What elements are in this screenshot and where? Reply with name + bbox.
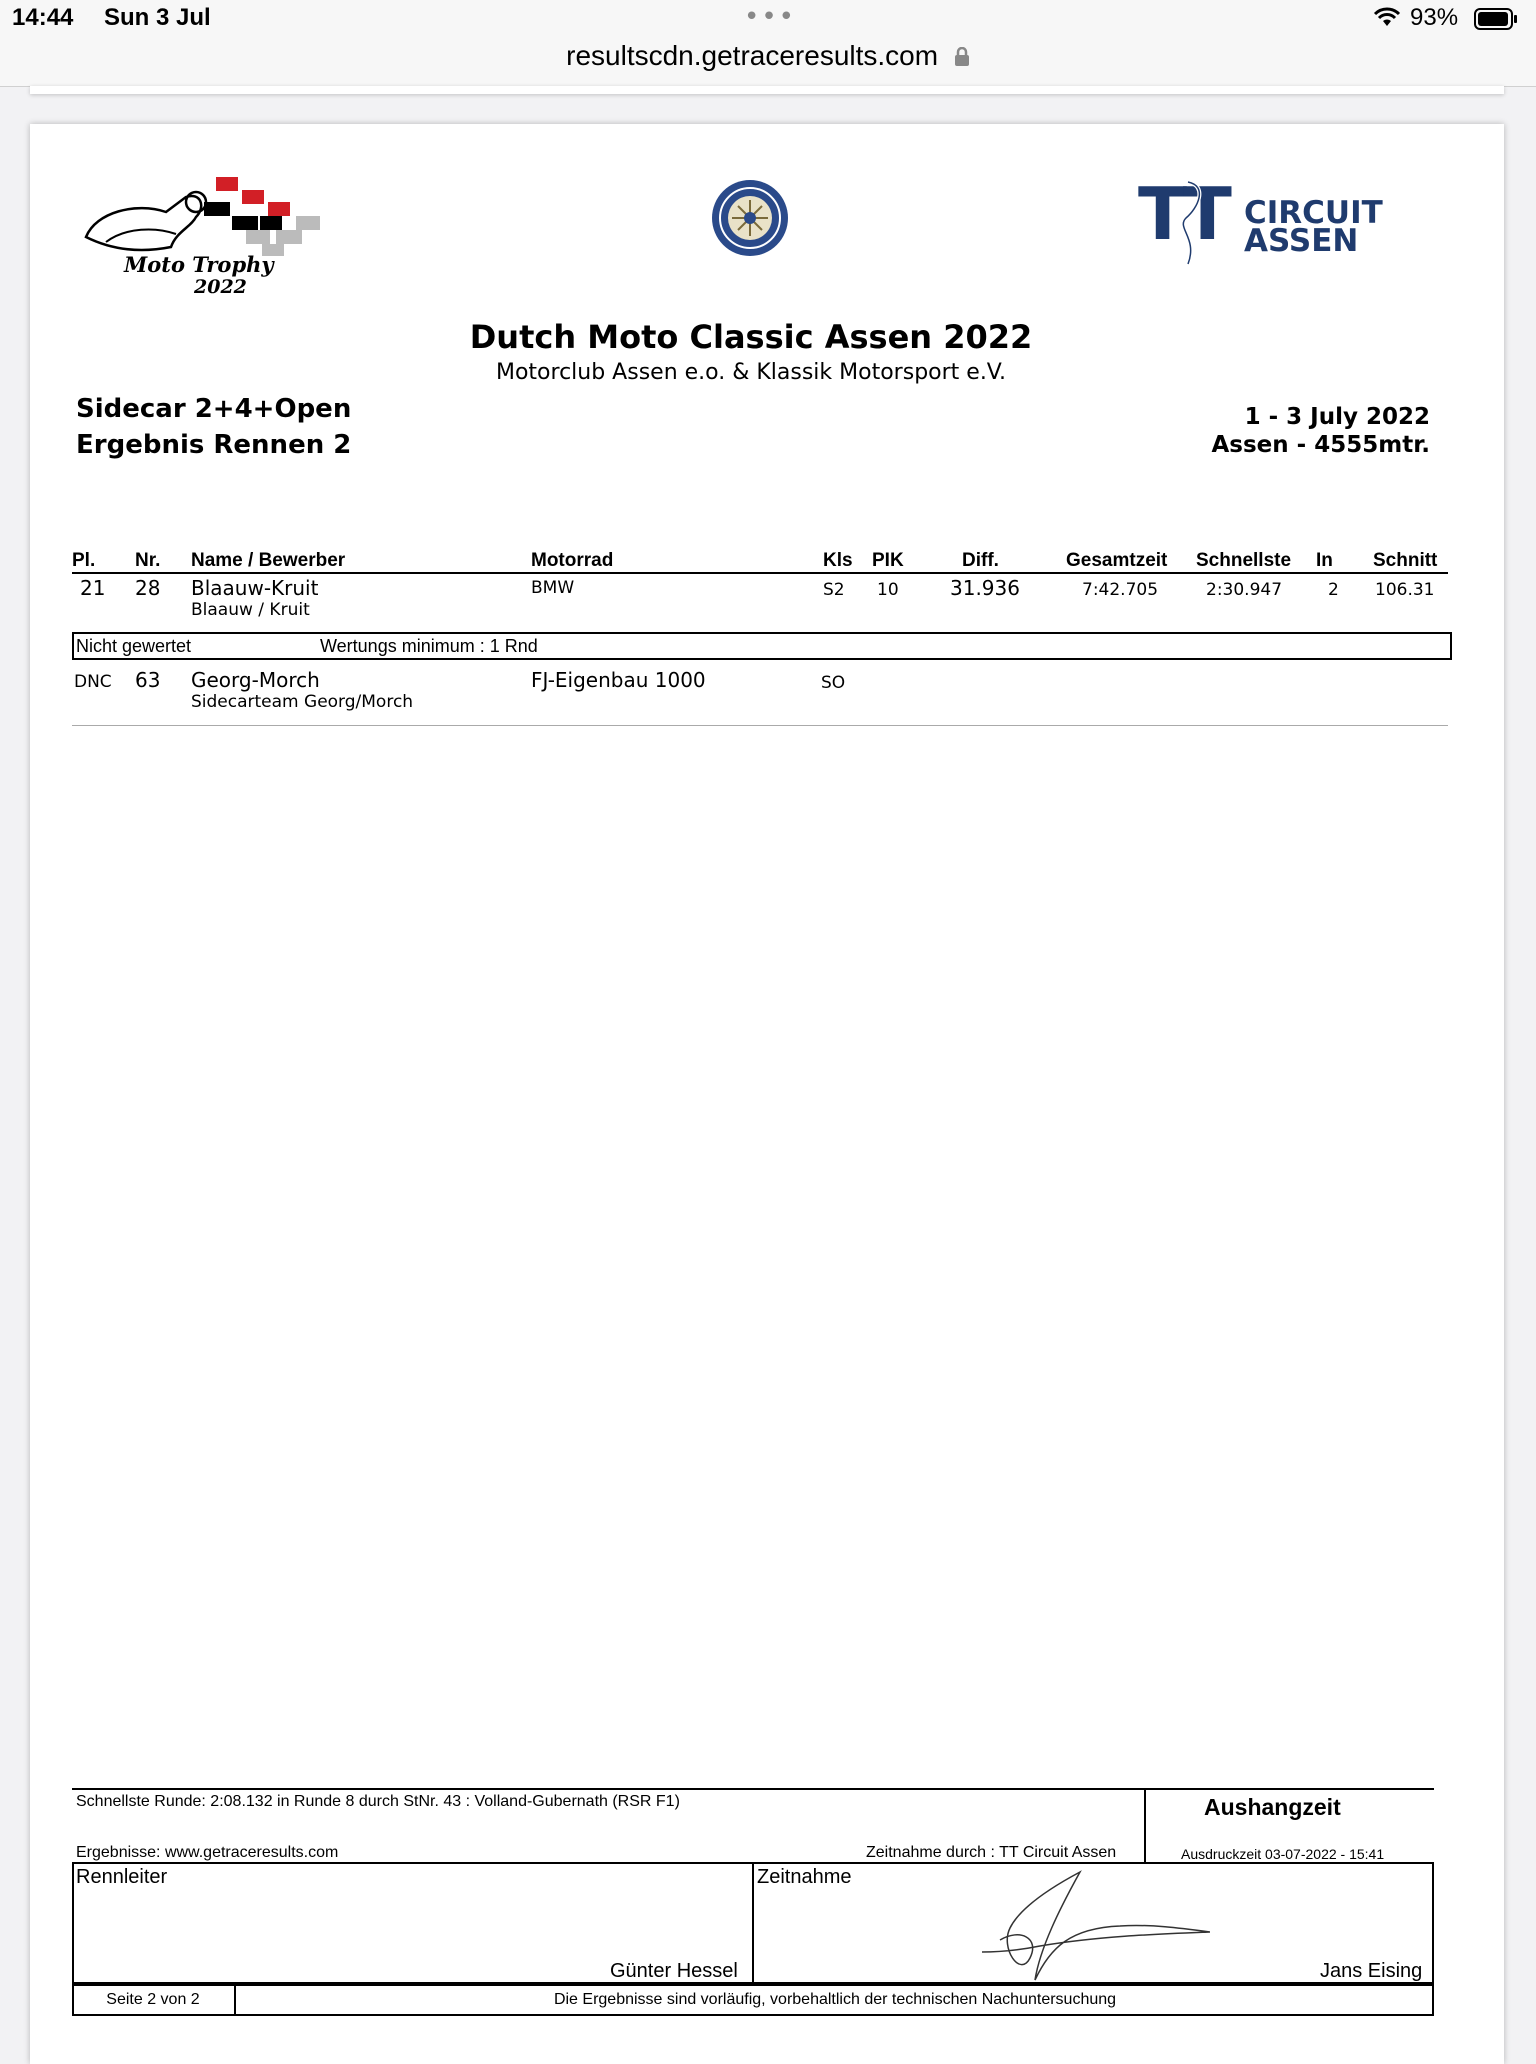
aushangzeit-label: Aushangzeit [1204,1794,1341,1820]
event-subtitle: Motorclub Assen e.o. & Klassik Motorsport e.V. [495,360,1007,385]
col-header-diff: Diff. [962,550,999,571]
col-header-nr: Nr. [135,550,161,571]
col-header-bike: Motorrad [531,550,614,571]
col-header-fastest: Schnellste [1196,550,1292,571]
event-dates: 1 - 3 July 2022 [1244,404,1430,430]
not-classified-box [72,632,1452,660]
row1-bike: BMW [531,578,575,598]
row1-avg: 106.31 [1375,580,1435,600]
not-classified-label: Nicht gewertet [76,636,192,656]
timekeeper-name: Jans Eising [1320,1960,1423,1982]
race-director-label: Rennleiter [76,1866,168,1888]
wifi-icon [1372,6,1402,32]
row2-name: Georg-Morch [191,668,320,692]
moto-trophy-year: 2022 [194,276,247,298]
fastest-lap-info: Schnellste Runde: 2:08.132 in Runde 8 durch StNr. 43 : Volland-Gubernath (RSR F1) [76,1793,680,1810]
track-info: Assen - 4555mtr. [1211,432,1430,458]
timekeeping-label: Zeitnahme [757,1866,852,1888]
row1-pik: 10 [877,580,899,600]
event-title: Dutch Moto Classic Assen 2022 [469,318,1033,356]
assen-text: ASSEN [1244,223,1359,259]
circuit-text: CIRCUIT [1244,195,1383,231]
row2-nr: 63 [135,668,161,692]
row1-nr: 28 [135,576,161,600]
disclaimer: Die Ergebnisse sind vorläufig, vorbehaltlich der technischen Nachuntersuchung [553,1991,1117,2008]
col-header-pl: Pl. [72,550,96,571]
col-header-kls: Kls [823,550,853,571]
moto-trophy-logo [76,172,336,302]
row1-name: Blaauw-Kruit [191,576,319,600]
more-dots-icon[interactable]: ••• [744,2,797,32]
row1-fastest: 2:30.947 [1206,580,1283,600]
row1-diff: 31.936 [950,576,1020,600]
header-divider [72,572,1448,574]
table-end-line [72,725,1448,726]
results-website: Ergebnisse: www.getraceresults.com [76,1844,339,1861]
page-number: Seite 2 von 2 [106,1991,200,2008]
col-header-avg: Schnitt [1373,550,1438,571]
status-time: 14:44 [12,4,74,31]
battery-icon [1474,8,1518,34]
url-text: resultscdn.getraceresults.com [566,40,939,71]
moto-trophy-text: Moto Trophy [124,252,274,277]
tt-circuit-assen-logo [1138,172,1408,272]
row2-kls: SO [821,673,846,693]
race-class: Sidecar 2+4+Open [76,394,352,424]
address-bar[interactable] [0,40,1536,74]
row1-kls: S2 [823,580,845,600]
row1-in: 2 [1328,580,1339,600]
previous-page-edge [30,86,1504,94]
row2-team: Sidecarteam Georg/Morch [191,692,414,712]
signature-image [980,1868,1210,1990]
row1-team: Blaauw / Kruit [191,600,310,620]
battery-percent: 93% [1410,4,1459,31]
footer-aushang-divider [1144,1788,1146,1864]
col-header-name: Name / Bewerber [191,550,346,571]
footer-top-line [72,1788,1434,1790]
col-header-pik: PIK [872,550,904,571]
col-header-total: Gesamtzeit [1066,550,1168,571]
race-director-name: Günter Hessel [610,1960,738,1982]
row2-pl: DNC [74,672,112,692]
row2-bike: FJ-Eigenbau 1000 [531,668,706,692]
row1-total: 7:42.705 [1082,580,1159,600]
classification-minimum: Wertungs minimum : 1 Rnd [320,636,538,656]
status-date: Sun 3 Jul [104,4,211,31]
signature-divider [752,1862,754,1984]
lock-icon [954,42,970,74]
race-name: Ergebnis Rennen 2 [76,430,352,460]
print-time: Ausdruckzeit 03-07-2022 - 15:41 [1181,1846,1385,1862]
motorclub-assen-emblem [710,178,790,262]
col-header-in: In [1316,550,1333,571]
tt-logo-mark: TT [1138,172,1226,256]
timing-by: Zeitnahme durch : TT Circuit Assen [866,1844,1117,1861]
row1-pl: 21 [80,576,106,600]
